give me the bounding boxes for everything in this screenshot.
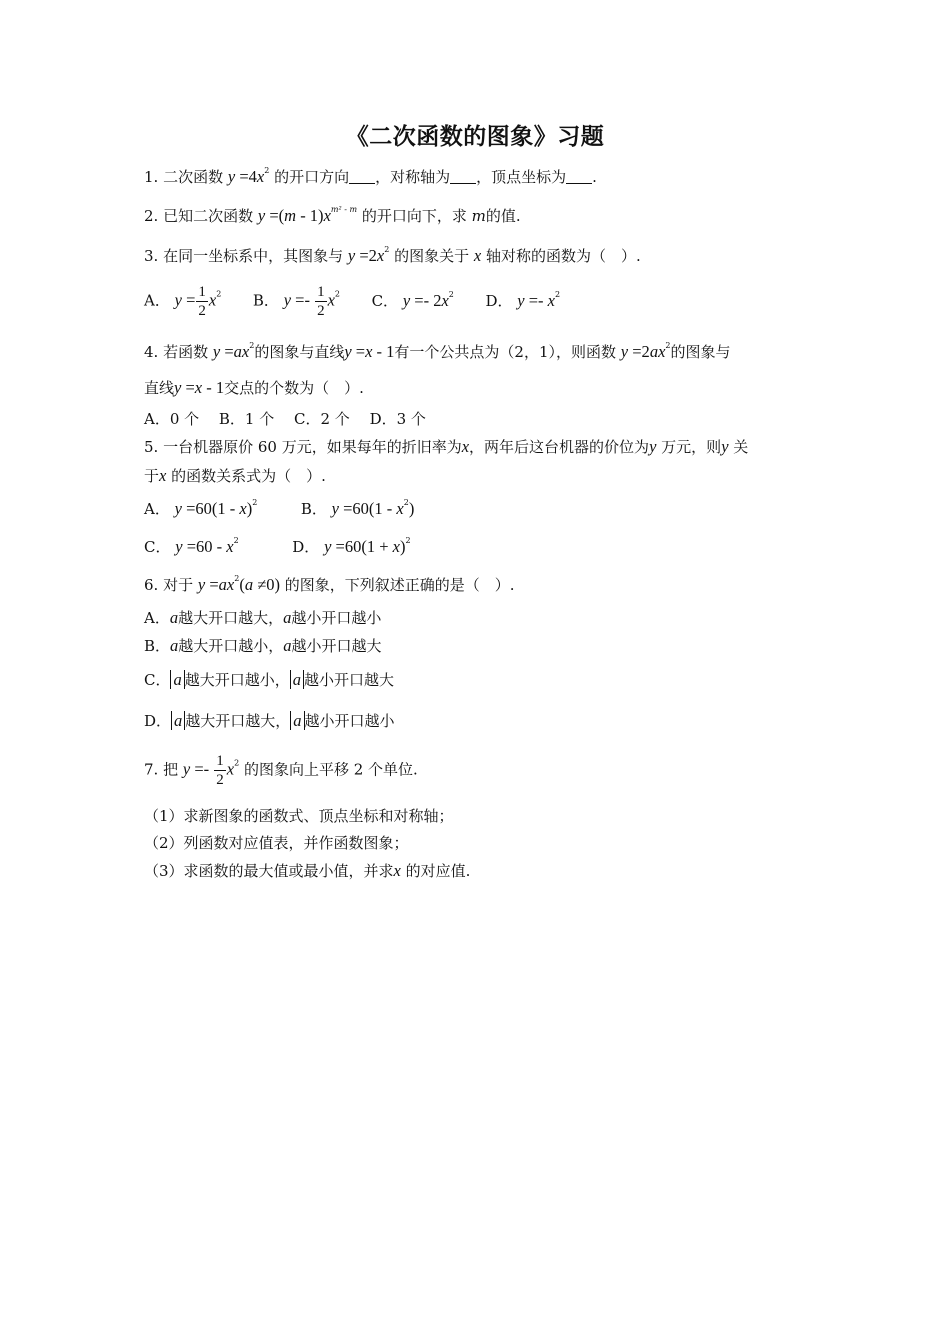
- question-2: 2. 已知二次函数 $y =(m - 1)x^{m^2 - m}$ 的开口向下，求 m的值.: [144, 205, 521, 225]
- question-5-line-1: 5. 一台机器原价 60 万元，如果每年的折旧率为x，两年后这台机器的价位为y 万元，则y 关: [144, 437, 749, 456]
- question-4-line-2: 直线y =x - 1交点的个数为（ ）.: [144, 378, 364, 397]
- question-1: 1. 二次函数 $y =4x^2$ 的开口方向 ，对称轴为 ，顶点坐标为 .: [144, 166, 597, 186]
- question-6-option-d: D． a 越大开口越大， a 越小开口越小: [144, 711, 395, 730]
- option-c: C． $y =- 2x^2$: [371, 289, 454, 310]
- question-5-options-cd: [144, 537, 411, 557]
- option-b: B． $y =60(1 - x^2)$: [300, 498, 415, 518]
- question-6-option-a: A．a越大开口越大，a越小开口越小: [144, 608, 382, 627]
- question-5-line-2: 于x 的函数关系式为（ ）.: [144, 466, 326, 485]
- option-a: A． y = $\frac{1}{2}$ $x^2$: [144, 284, 222, 319]
- question-7-part-1: （1）求新图象的函数式、顶点坐标和对称轴；: [144, 807, 454, 825]
- question-6: 6. 对于 $y =ax^2(a \ne 0)$ 的图象，下列叙述正确的是（ ）.: [144, 574, 515, 594]
- question-4-options: A．0 个 B．1 个 C．2 个 D．3 个: [144, 410, 426, 428]
- option-b: B． y =- $\frac{1}{2}$ $x^2$: [252, 284, 340, 319]
- answer-blank: [349, 169, 375, 184]
- option-c: C． $y =60 - x^2$: [144, 536, 239, 556]
- option-d: D． $y =60(1 + x)^2$: [292, 536, 411, 556]
- answer-blank: [566, 169, 592, 184]
- question-5-options-ab: [144, 499, 414, 519]
- question-7: 7. 把 y =- $\frac{1}{2}$ $x^2$ 的图象向上平移 2 个单位.: [144, 753, 418, 788]
- question-7-part-3: （3）求函数的最大值或最小值，并求x 的对应值.: [144, 861, 471, 880]
- question-3: 3. 在同一坐标系中，其图象与 $y =2x^2$ 的图象关于 x 轴对称的函数为（ ）.: [144, 245, 641, 265]
- page-title: 《二次函数的图象》习题: [345, 123, 605, 150]
- answer-blank: [450, 169, 476, 184]
- question-4-line-1: 4. 若函数 $y =ax^2$的图象与直线y =x - 1有一个公共点为（2，1），则函数 $y =2ax^2$的图象与: [144, 341, 731, 361]
- option-d: D． $y =- x^2$: [485, 289, 561, 310]
- question-6-option-b: B．a越大开口越小，a越小开口越大: [144, 636, 382, 655]
- formula: y: [227, 167, 236, 186]
- question-6-option-c: C． a 越大开口越小， a 越小开口越大: [144, 670, 395, 689]
- question-7-part-2: （2）列函数对应值表，并作函数图象；: [144, 834, 409, 852]
- question-3-options: [144, 283, 560, 320]
- option-a: A． y =60(1 - x)$^2$: [144, 498, 258, 518]
